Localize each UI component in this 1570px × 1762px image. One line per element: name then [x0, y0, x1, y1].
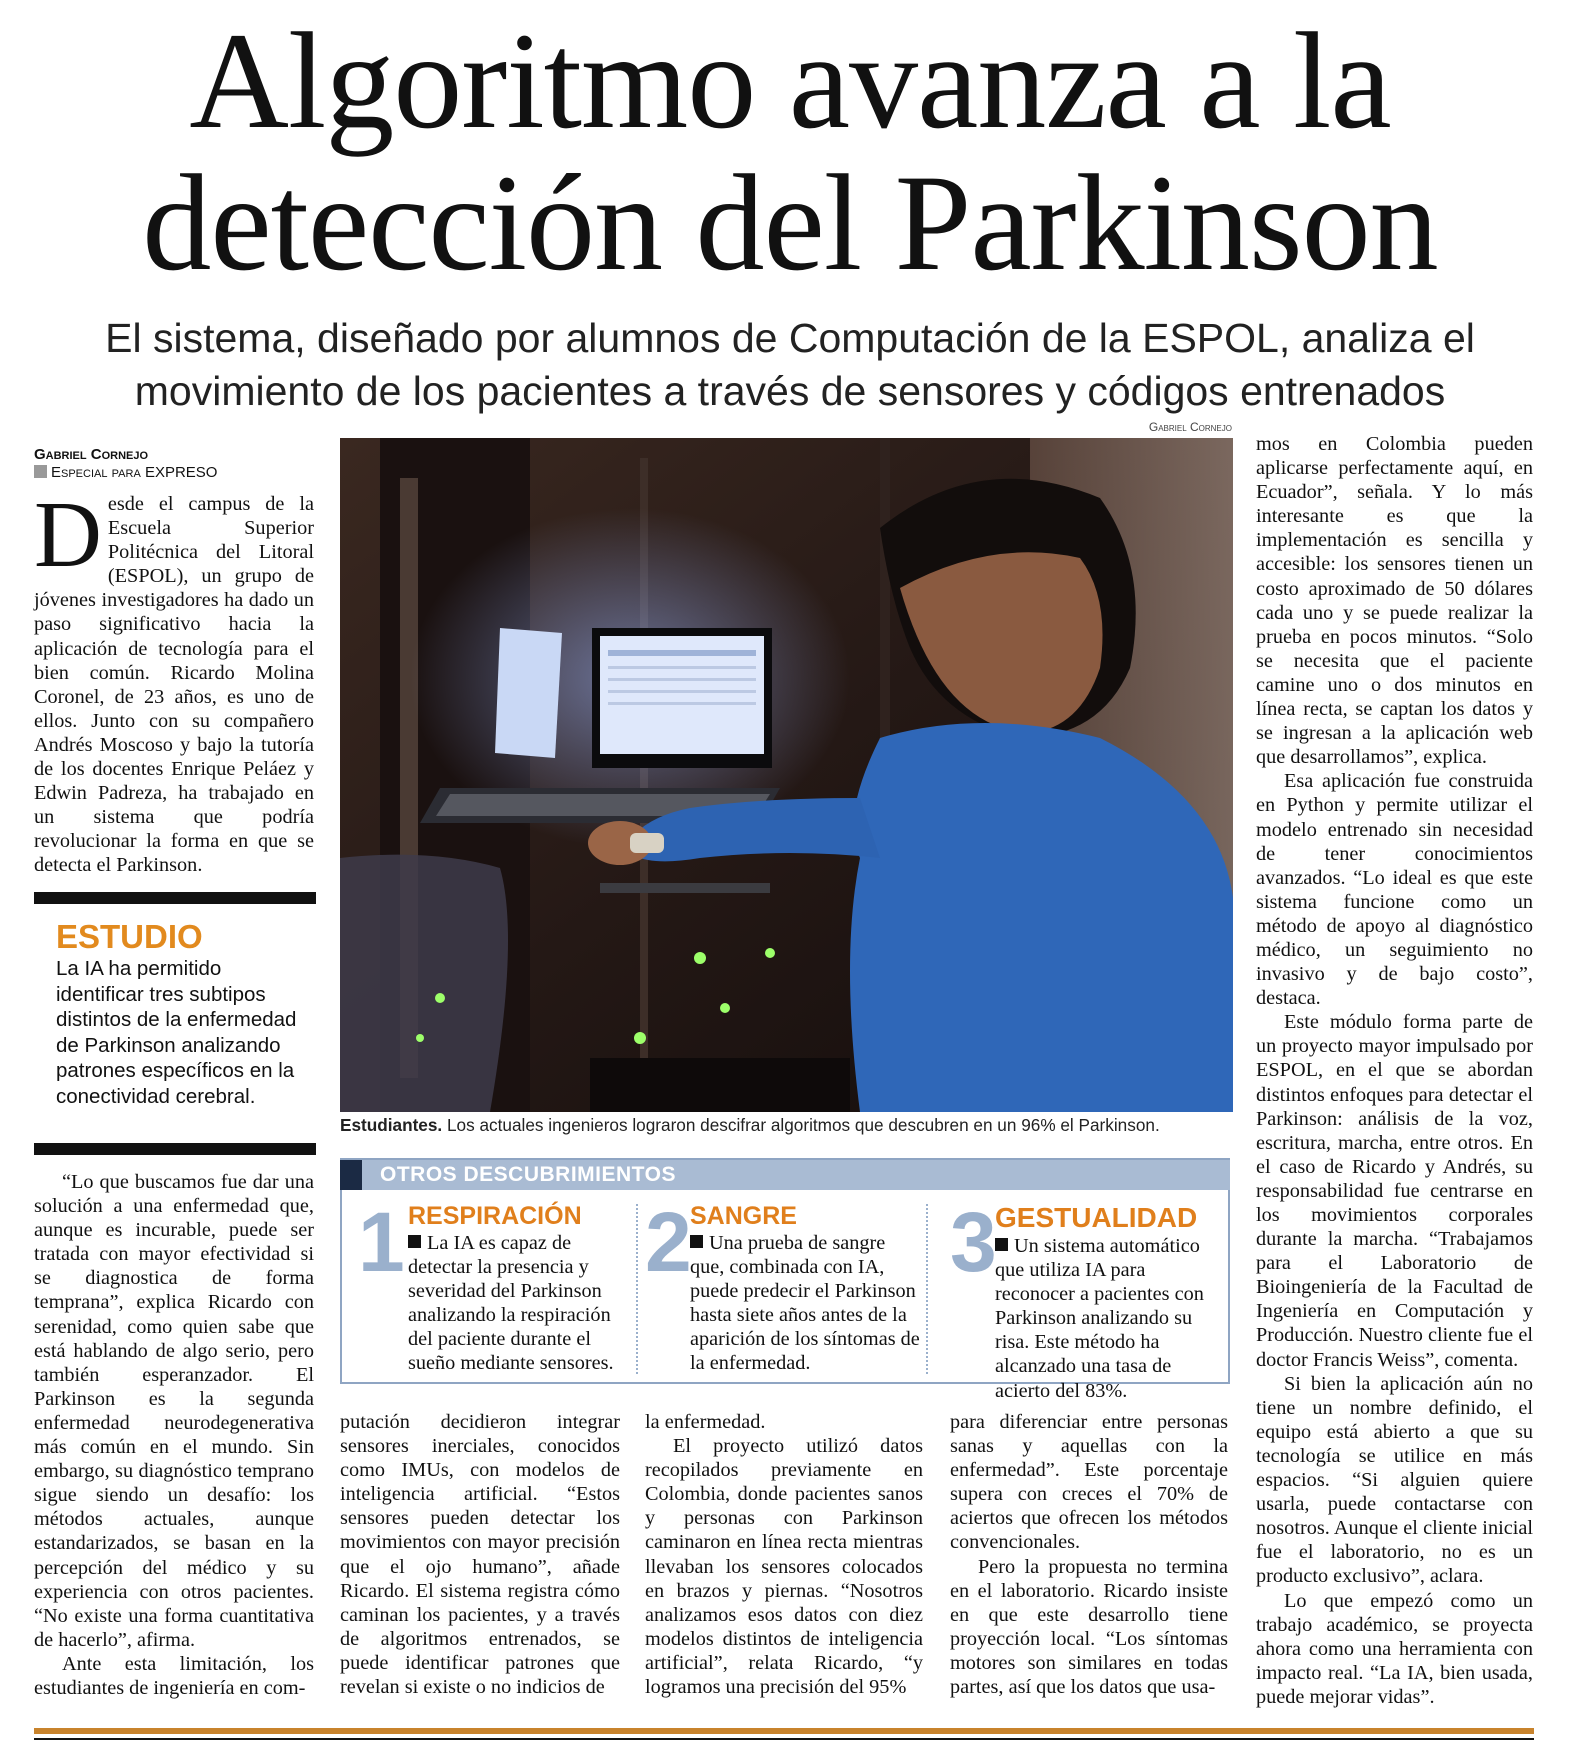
column-5-paragraph-1: mos en Colombia pueden aplicarse perfectamente aquí, en Ecuador”, señala. Y lo más interesante es que la implementación es sencilla y accesible: los sensores tienen un costo aproximado de 50 dólares cada uno y se puede realizar la prueba en pocos minutos. “Solo se necesita que el paciente camine uno o dos minutos en línea recta, se captan los datos y se ingresan a la aplicación web que desarrollamos”, explica. — [1256, 433, 1533, 769]
footer-thin-rule — [34, 1738, 1534, 1740]
study-bottom-rule — [34, 1143, 316, 1155]
discovery-item-2 — [645, 1195, 920, 1376]
column-4-text — [950, 1410, 1228, 1699]
photo-credit: Gabriel Cornejo — [1148, 420, 1232, 434]
column-5-paragraph-3: Este módulo forma parte de un proyecto mayor impulsado por ESPOL, en el que se abordan distintos enfoques para detectar el Parkinson: análisis de la voz, escritura, marcha, entre otros. En el caso de Ricardo y Andrés, su responsabilidad fue centrarse en los movimientos corporales durante la marcha. “Trabajamos para el Laboratorio de Bioingeniería de la Facultad de Ingeniería en Computación y Producción. Nuestro cliente fue el doctor Francis Weiss”, comenta. — [1256, 1011, 1533, 1371]
headline-line-2: detección del Parkinson — [142, 146, 1438, 299]
discovery-number-1: 1 — [358, 1195, 405, 1289]
footer-orange-rule — [34, 1728, 1534, 1734]
intro-paragraph: esde el campus de la Escuela Superior Politécnica del Litoral (ESPOL), un grupo de jóvenes investigadores ha dado un paso significativo hacia la aplicación de tecnología para el bien común. Ricardo Molina Coronel, de 23 años, es uno de ellos. Junto con su compañero Andrés Moscoso y bajo la tutoría de los docentes Enrique Peláez y Edwin Padreza, ha trabajado en un sistema que podría revolucionar la forma en que se detecta el Parkinson. — [34, 493, 314, 877]
bullet-square-icon — [408, 1235, 421, 1248]
photo-caption — [340, 1115, 1233, 1136]
column-4-paragraph-2: Pero la propuesta no termina en el laboratorio. Ricardo insiste en que este desarrollo tiene proyección local. “Los síntomas motores son similares en todas partes, así que los datos que usa- — [950, 1555, 1228, 1699]
column-3-text — [645, 1410, 923, 1699]
discovery-text-1-body: La IA es capaz de detectar la presencia y severidad del Parkinson analizando la respiración del paciente durante el sueño mediante sensores. — [408, 1232, 614, 1375]
bullet-square-icon — [995, 1238, 1008, 1251]
column-1-paragraph-2: Ante esta limitación, los estudiantes de ingeniería en com- — [34, 1652, 314, 1699]
study-box — [56, 918, 311, 1109]
column-5-paragraph-4: Si bien la aplicación aún no tiene un nombre definido, el equipo está abierto a que su tecnología se utilice en más espacios. “Si alguien quiere usarla, puede contactarse con nosotros. Aunque el cliente inicial fue el laboratorio, no es un producto exclusivo”, aclara. — [1256, 1372, 1533, 1588]
discovery-text-2-body: Una prueba de sangre que, combinada con IA, puede predecir el Parkinson hasta siete años antes de la aparición de los síntomas de la enfermedad. — [690, 1232, 920, 1375]
caption-lead: Estudiantes. — [340, 1115, 443, 1135]
headline — [40, 4, 1540, 299]
discoveries-header — [340, 1160, 1230, 1190]
intro-text — [34, 483, 314, 878]
column-5-text — [1256, 432, 1533, 1709]
photo-illustration — [340, 438, 1233, 1112]
column-1-text — [34, 1170, 314, 1700]
bullet-square-icon — [690, 1235, 703, 1248]
column-5-paragraph-5: Lo que empezó como un trabajo académico, se proyecta ahora como una herramienta con impacto real. “La IA, bien usada, puede mejorar vidas”. — [1256, 1589, 1533, 1708]
column-2-text — [340, 1410, 620, 1699]
caption-text: Los actuales ingenieros lograron descifrar algoritmos que descubren en un 96% el Parkinson. — [446, 1115, 1160, 1135]
column-4-paragraph-1: para diferenciar entre personas sanas y aquellas con la enfermedad”. Este porcentaje supera con creces el 70% de aciertos que ofrecen los métodos convencionales. — [950, 1411, 1228, 1554]
discovery-item-1 — [358, 1195, 628, 1376]
dropcap: D — [34, 483, 102, 587]
discovery-number-3: 3 — [950, 1195, 997, 1289]
column-2-paragraph-1: putación decidieron integrar sensores inerciales, conocidos como IMUs, con modelos de inteligencia artificial. “Estos sensores pueden detectar los movimientos con mayor precisión que el ojo humano”, añade Ricardo. El sistema registra cómo caminan los pacientes, y a través de algoritmos entrenados, se puede identificar patrones que revelan si existe o no indicios de — [340, 1411, 620, 1699]
byline-affiliation: Especial para EXPRESO — [51, 464, 218, 481]
students-photo — [340, 438, 1233, 1112]
discovery-text-3-body: Un sistema automático que utiliza IA para reconocer a pacientes con Parkinson analizando su risa. Este método ha alcanzado una tasa de acierto del 83%. — [995, 1235, 1204, 1402]
study-text: La IA ha permitido identificar tres subtipos distintos de la enfermedad de Parkinson analizando patrones específicos en la conectividad cerebral. — [56, 957, 297, 1108]
deck-line-2: movimiento de los pacientes a través de sensores y códigos entrenados — [134, 368, 1446, 414]
byline-author: Gabriel Cornejo — [34, 446, 149, 463]
study-title: ESTUDIO — [56, 918, 203, 955]
column-3-paragraph-2: El proyecto utilizó datos recopilados previamente en Colombia, donde pacientes sanos y personas con Parkinson caminaron en línea recta mientras llevaban los sensores colocados en brazos y piernas. “Nosotros analizamos esos datos con diez modelos distintos de inteligencia artificial”, relata Ricardo, “y logramos una precisión del 95% — [645, 1435, 923, 1699]
discoveries-title: OTROS DESCUBRIMIENTOS — [380, 1163, 676, 1186]
discovery-number-2: 2 — [645, 1195, 692, 1289]
byline-affiliation-row — [34, 464, 314, 481]
discovery-title-3: GESTUALIDAD — [995, 1202, 1198, 1233]
deck-subtitle — [40, 312, 1540, 418]
headline-line-1: Algoritmo avanza a la — [189, 4, 1391, 157]
byline-square-icon — [34, 465, 47, 478]
byline — [34, 446, 314, 481]
column-1-paragraph-1: “Lo que buscamos fue dar una solución a una enfermedad que, aunque es incurable, puede ser tratada con mayor efectividad si se diagnostica de forma temprana”, explica Ricardo con serenidad, como quien sabe que está hablando de algo serio, pero también esperanzador. El Parkinson es la segunda enfermedad neurodegenerativa más común en el mundo. Sin embargo, su diagnóstico temprano sigue siendo un desafío: los métodos actuales, aunque estandarizados, se basan en la percepción del médico y su experiencia con otros pacientes. “No existe una forma cuantitativa de hacerlo”, afirma. — [34, 1171, 314, 1651]
deck-line-1: El sistema, diseñado por alumnos de Computación de la ESPOL, analiza el — [105, 315, 1475, 361]
discovery-title-1: RESPIRACIÓN — [408, 1202, 582, 1230]
header-accent-block — [340, 1160, 362, 1190]
item-divider-1 — [636, 1204, 639, 1374]
discovery-title-2: SANGRE — [690, 1202, 797, 1230]
column-3-paragraph-1: la enfermedad. — [645, 1411, 766, 1433]
discovery-item-3 — [950, 1195, 1222, 1403]
study-top-rule — [34, 892, 316, 904]
column-5-paragraph-2: Esa aplicación fue construida en Python y permite utilizar el modelo entrenado sin necesidad de tener conocimientos avanzados. “Lo ideal es que este sistema funcione como un método de apoyo al diagnóstico médico, un seguimiento no invasivo y de bajo costo”, destaca. — [1256, 770, 1533, 1010]
item-divider-2 — [926, 1204, 929, 1374]
